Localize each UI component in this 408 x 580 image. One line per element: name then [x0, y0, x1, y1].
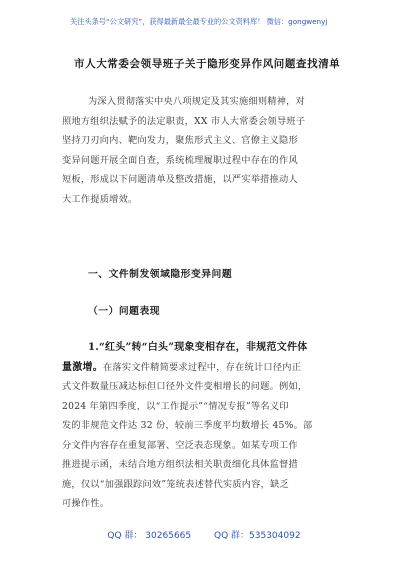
issue-line: 施，仅以“加强跟踪问效”笼统表述替代实质内容，缺乏: [62, 478, 289, 490]
intro-line: 坚持刀刃向内、靶向发力，聚焦形式主义、官僚主义隐形: [62, 135, 298, 146]
section-heading: 一、文件制发领域隐形变异问题: [88, 269, 233, 280]
footer-contact: [0, 528, 408, 541]
intro-line: 短板，形成以下问题清单及整改措施，以严实举措推动人: [62, 174, 298, 185]
issue-lead-line: 1.“红头”转“白头”现象变相存在，非规范文件体: [88, 342, 308, 353]
issue-paragraph: [62, 338, 352, 514]
issue-lead-tail: 量激增。: [62, 361, 103, 373]
issue-line: 式文件数量压减达标但口径外文件变相增长的问题。例如，: [62, 381, 308, 392]
qq-group-1: QQ 群： 30265665: [107, 531, 192, 541]
issue-lead-rest: 在落实文件精简要求过程中，存在统计口径内正: [103, 361, 302, 373]
intro-line: 大工作提质增效。: [62, 193, 138, 205]
subsection-heading: （一）问题表现: [88, 306, 161, 317]
intro-line: 变异问题开展全面自查，系统梳理履职过程中存在的作风: [62, 154, 298, 166]
issue-line: 发的非规范文件达 32 份，较前三季度平均数增长 45%。部: [62, 420, 313, 431]
intro-paragraph: [62, 92, 352, 209]
issue-line: 分文件内容存在重复部署、空泛表态现象。如某专项工作: [62, 439, 298, 451]
issue-line: 推进提示函，未结合地方组织法相关职责细化具体监督措: [62, 459, 298, 470]
issue-line: 可操作性。: [62, 498, 110, 509]
document-title: 市人大常委会领导班子关于隐形变异作风问题查找清单: [74, 58, 341, 70]
issue-line: [62, 358, 352, 378]
promo-banner: 关注头条号“公文研究”，获得最新最全最专业的公文资料库！ 微信：gongwenyj: [70, 17, 328, 26]
qq-group-2: QQ 群：535304092: [214, 531, 301, 541]
intro-line: 照地方组织法赋予的法定职责，XX 市人大常委会领导班子: [62, 115, 306, 127]
issue-line: 2024 年第四季度，以“工作提示”“情况专报”等名义印: [62, 400, 289, 412]
intro-line: 为深入贯彻落实中央八项规定及其实施细则精神，对: [88, 96, 306, 107]
